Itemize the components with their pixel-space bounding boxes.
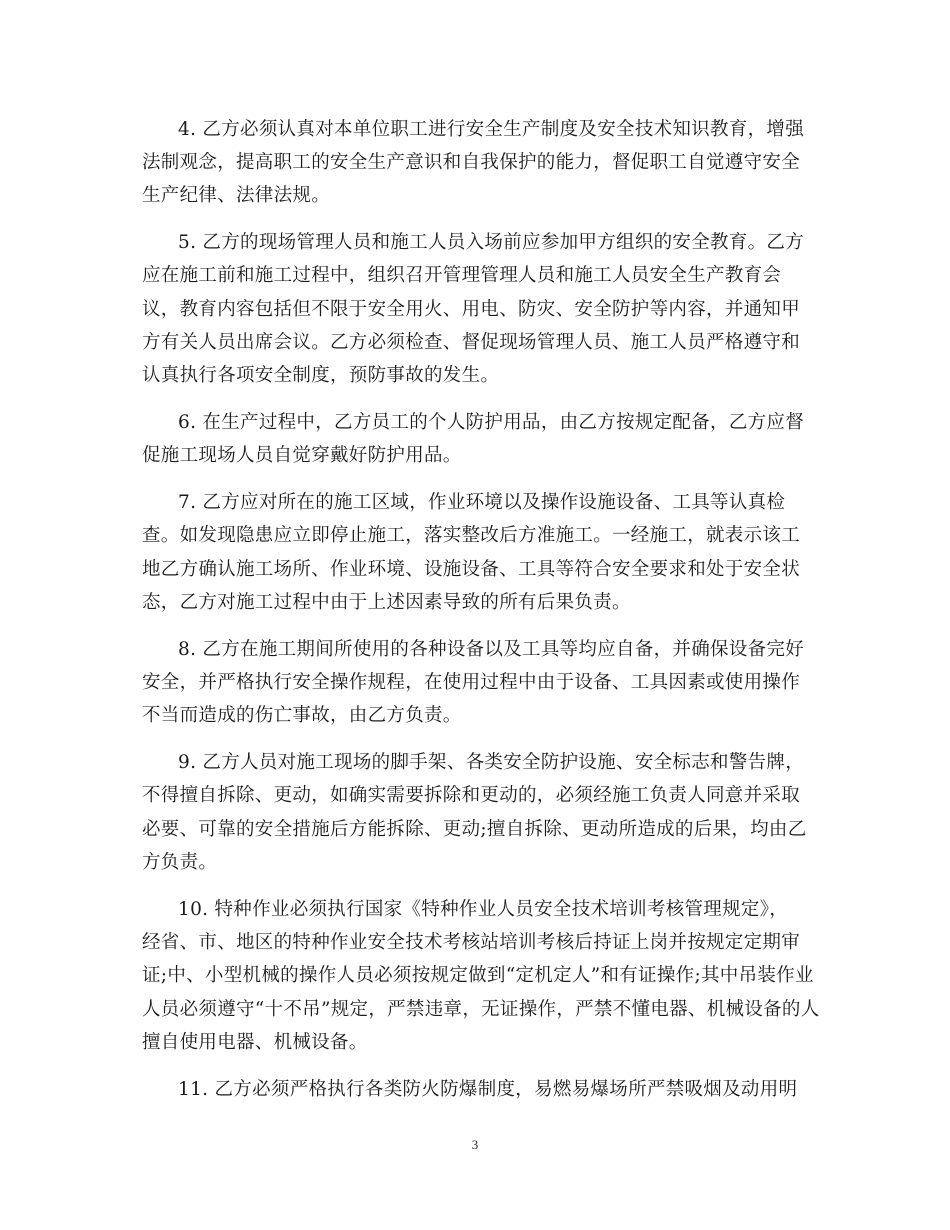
paragraph-10-line-4: 人员必须遵守“十不吊”规定，严禁违章，无证操作，严禁不懂电器、机械设备的人: [142, 999, 820, 1020]
paragraph-5-line-4: 方有关人员出席会议。乙方必须检查、督促现场管理人员、施工人员严格遵守和: [142, 332, 801, 353]
page-number: 3: [471, 1137, 479, 1152]
paragraph-5-line-3: 议，教育内容包括但不限于安全用火、用电、防灾、安全防护等内容，并通知甲: [142, 299, 801, 320]
paragraph-6-line-1: 6. 在生产过程中，乙方员工的个人防护用品，由乙方按规定配备，乙方应督: [178, 412, 805, 433]
paragraph-4-line-3: 生产纪律、法律法规。: [142, 185, 331, 206]
paragraph-5-line-5: 认真执行各项安全制度，预防事故的发生。: [142, 365, 500, 386]
paragraph-7-line-3: 地乙方确认施工场所、作业环境、设施设备、工具等符合安全要求和处于安全状: [142, 559, 801, 580]
paragraph-11-line-1: 11. 乙方必须严格执行各类防火防爆制度，易燃易爆场所严禁吸烟及动用明: [178, 1079, 798, 1100]
paragraph-7-line-2: 查。如发现隐患应立即停止施工，落实整改后方准施工。一经施工，就表示该工: [142, 525, 801, 546]
paragraph-6-line-2: 促施工现场人员自觉穿戴好防护用品。: [142, 445, 462, 466]
paragraph-4-line-2: 法制观念，提高职工的安全生产意识和自我保护的能力，督促职工自觉遵守安全: [142, 152, 801, 173]
paragraph-4-line-1: 4. 乙方必须认真对本单位职工进行安全生产制度及安全技术知识教育，增强: [178, 119, 805, 140]
paragraph-9-line-2: 不得擅自拆除、更动，如确实需要拆除和更动的，必须经施工负责人同意并采取: [142, 785, 801, 806]
paragraph-9-line-1: 9. 乙方人员对施工现场的脚手架、各类安全防护设施、安全标志和警告牌，: [178, 752, 805, 773]
paragraph-8-line-3: 不当而造成的伤亡事故，由乙方负责。: [142, 705, 462, 726]
paragraph-7-line-1: 7. 乙方应对所在的施工区域，作业环境以及操作设施设备、工具等认真检: [178, 492, 786, 513]
paragraph-10-line-5: 擅自使用电器、机械设备。: [142, 1032, 368, 1053]
paragraph-8-line-2: 安全，并严格执行安全操作规程，在使用过程中由于设备、工具因素或使用操作: [142, 672, 801, 693]
paragraph-10-line-2: 经省、市、地区的特种作业安全技术考核站培训考核后持证上岗并按规定定期审: [142, 932, 801, 953]
paragraph-9-line-4: 方负责。: [142, 852, 218, 873]
paragraph-5-line-1: 5. 乙方的现场管理人员和施工人员入场前应参加甲方组织的安全教育。乙方: [178, 232, 805, 253]
paragraph-8-line-1: 8. 乙方在施工期间所使用的各种设备以及工具等均应自备，并确保设备完好: [178, 639, 805, 660]
paragraph-9-line-3: 必要、可靠的安全措施后方能拆除、更动;擅自拆除、更动所造成的后果，均由乙: [142, 819, 807, 840]
paragraph-7-line-4: 态，乙方对施工过程中由于上述因素导致的所有后果负责。: [142, 592, 631, 613]
paragraph-5-line-2: 应在施工前和施工过程中，组织召开管理管理人员和施工人员安全生产教育会: [142, 265, 782, 286]
paragraph-10-line-3: 证;中、小型机械的操作人员必须按规定做到“定机定人”和有证操作;其中吊装作业: [142, 965, 814, 986]
paragraph-10-line-1: 10. 特种作业必须执行国家《特种作业人员安全技术培训考核管理规定》，: [178, 899, 789, 920]
